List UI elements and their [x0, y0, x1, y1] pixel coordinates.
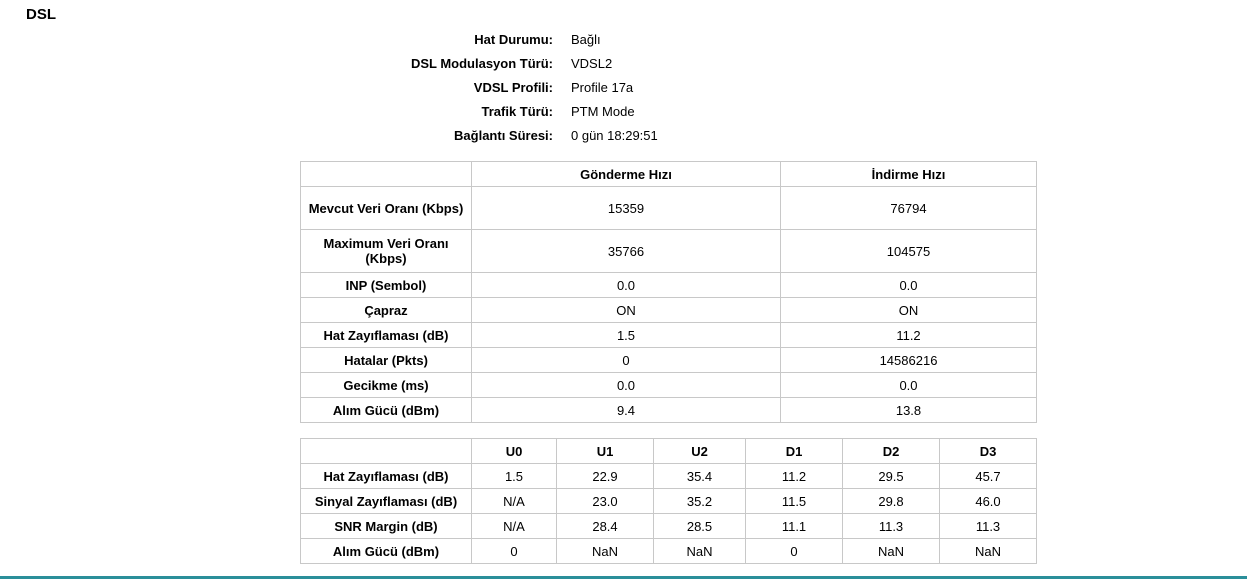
table-cell: 29.8	[843, 489, 940, 514]
table-cell: 11.2	[781, 323, 1037, 348]
table-cell: 28.5	[654, 514, 746, 539]
table-header-row	[301, 439, 1037, 464]
status-label: Hat Durumu:	[474, 32, 553, 47]
row-label: Alım Gücü (dBm)	[301, 398, 472, 423]
table-cell: 46.0	[940, 489, 1037, 514]
table-row	[301, 489, 1037, 514]
table-cell: NaN	[843, 539, 940, 564]
row-label: Alım Gücü (dBm)	[301, 539, 472, 564]
table-header-cell: D3	[940, 439, 1037, 464]
table-row	[301, 464, 1037, 489]
row-label: Hat Zayıflaması (dB)	[301, 464, 472, 489]
table-cell: 11.5	[746, 489, 843, 514]
row-label: Çapraz	[301, 298, 472, 323]
row-label: Maximum Veri Oranı (Kbps)	[301, 230, 472, 273]
table-cell: 28.4	[557, 514, 654, 539]
status-label: DSL Modulasyon Türü:	[410, 56, 553, 71]
table-header-cell: D1	[746, 439, 843, 464]
table-cell: 11.2	[746, 464, 843, 489]
status-label: VDSL Profili:	[473, 80, 553, 95]
table-header-cell: U2	[654, 439, 746, 464]
table-cell: 0.0	[472, 273, 781, 298]
table-row	[301, 348, 1037, 373]
table-header-cell: U0	[472, 439, 557, 464]
table-cell: 11.3	[843, 514, 940, 539]
band-table	[300, 438, 1037, 564]
status-value: 0 gün 18:29:51	[571, 128, 658, 143]
table-header-cell: İndirme Hızı	[781, 162, 1037, 187]
row-label: Gecikme (ms)	[301, 373, 472, 398]
table-cell: 1.5	[472, 323, 781, 348]
table-header-cell	[301, 162, 472, 187]
table-cell: 0	[472, 539, 557, 564]
page-title: DSL	[26, 6, 56, 23]
status-row-line-state	[0, 28, 1247, 52]
table-cell: 23.0	[557, 489, 654, 514]
table-cell: 9.4	[472, 398, 781, 423]
table-header-cell: D2	[843, 439, 940, 464]
table-cell: 22.9	[557, 464, 654, 489]
table-cell: N/A	[472, 514, 557, 539]
table-row	[301, 230, 1037, 273]
table-cell: 35766	[472, 230, 781, 273]
table-row	[301, 323, 1037, 348]
table-cell: 11.3	[940, 514, 1037, 539]
table-cell: 11.1	[746, 514, 843, 539]
table-cell: 14586216	[781, 348, 1037, 373]
table-cell: NaN	[557, 539, 654, 564]
row-label: Mevcut Veri Oranı (Kbps)	[301, 187, 472, 230]
table-header-cell: U1	[557, 439, 654, 464]
table-cell: 0.0	[472, 373, 781, 398]
table-cell: 35.2	[654, 489, 746, 514]
table-row	[301, 373, 1037, 398]
row-label: INP (Sembol)	[301, 273, 472, 298]
table-cell: 0.0	[781, 273, 1037, 298]
table-cell: 1.5	[472, 464, 557, 489]
table-row	[301, 298, 1037, 323]
table-row	[301, 398, 1037, 423]
table-cell: 35.4	[654, 464, 746, 489]
status-value: PTM Mode	[571, 104, 635, 119]
row-label: SNR Margin (dB)	[301, 514, 472, 539]
dsl-status-summary	[0, 28, 1247, 148]
table-cell: 45.7	[940, 464, 1037, 489]
table-row	[301, 273, 1037, 298]
status-row-modulation	[0, 52, 1247, 76]
table-cell: 15359	[472, 187, 781, 230]
table-header-row	[301, 162, 1037, 187]
status-row-profile	[0, 76, 1247, 100]
table-row	[301, 539, 1037, 564]
table-cell: ON	[472, 298, 781, 323]
status-value: VDSL2	[571, 56, 613, 71]
row-label: Hat Zayıflaması (dB)	[301, 323, 472, 348]
table-cell: 0	[472, 348, 781, 373]
table-row	[301, 187, 1037, 230]
table-cell: 0.0	[781, 373, 1037, 398]
table-row	[301, 514, 1037, 539]
table-cell: NaN	[940, 539, 1037, 564]
status-label: Trafik Türü:	[481, 104, 553, 119]
row-label: Sinyal Zayıflaması (dB)	[301, 489, 472, 514]
status-value: Bağlı	[571, 32, 601, 47]
table-cell: 29.5	[843, 464, 940, 489]
status-label: Bağlantı Süresi:	[454, 128, 553, 143]
status-row-traffic-type	[0, 100, 1247, 124]
table-cell: 104575	[781, 230, 1037, 273]
speed-table	[300, 161, 1037, 423]
table-cell: N/A	[472, 489, 557, 514]
table-header-cell	[301, 439, 472, 464]
table-cell: 13.8	[781, 398, 1037, 423]
status-value: Profile 17a	[571, 80, 634, 95]
table-cell: ON	[781, 298, 1037, 323]
table-cell: 0	[746, 539, 843, 564]
row-label: Hatalar (Pkts)	[301, 348, 472, 373]
table-cell: 76794	[781, 187, 1037, 230]
status-row-uptime	[0, 124, 1247, 148]
table-cell: NaN	[654, 539, 746, 564]
table-header-cell: Gönderme Hızı	[472, 162, 781, 187]
